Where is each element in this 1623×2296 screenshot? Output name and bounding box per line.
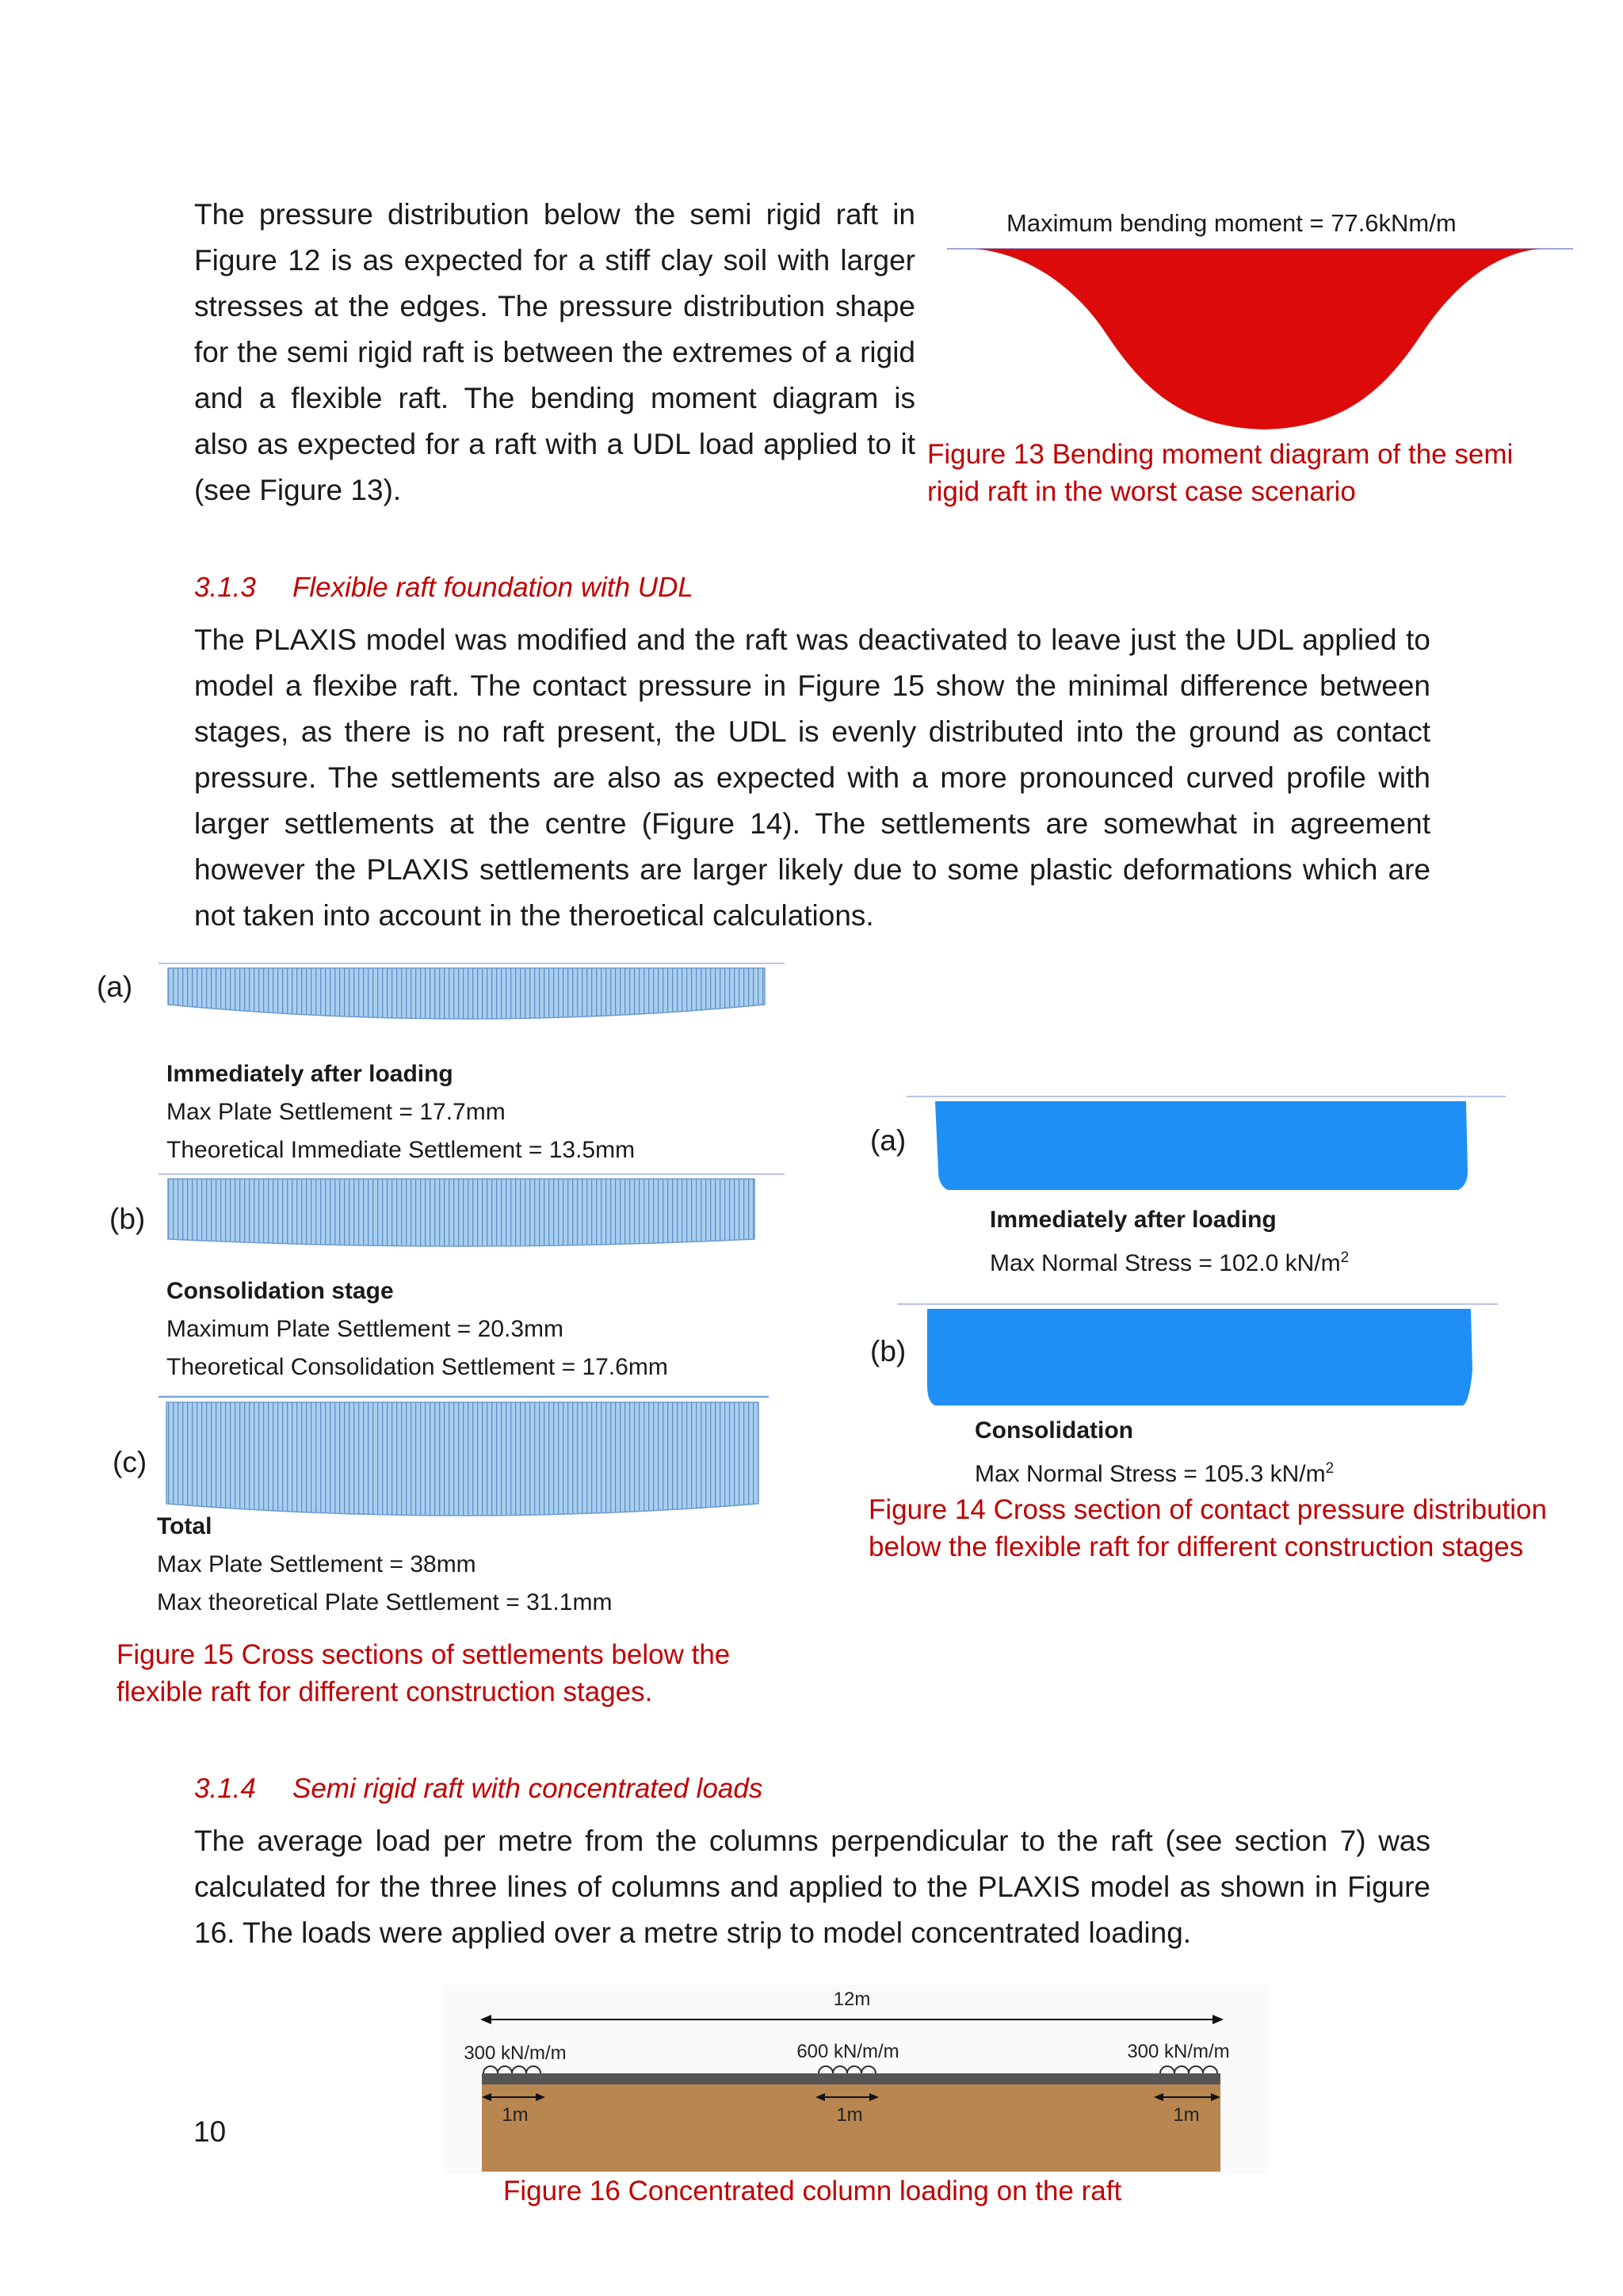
panel-b-line1: Maximum Plate Settlement = 20.3mm (166, 1316, 564, 1342)
section-314-title: Semi rigid raft with concentrated loads (292, 1773, 763, 1804)
figure14-panel-b-labels (975, 1412, 1334, 1493)
section-313-heading (194, 572, 693, 604)
figure16-load-left: 300 kN/m/m (464, 2042, 567, 2064)
figure14-tag-a: (a) (870, 1124, 907, 1157)
figure16-span-label: 12m (833, 1989, 871, 2010)
section-314-heading (194, 1773, 762, 1805)
figure16-strip-right: 1m (1173, 2104, 1200, 2126)
figure16-caption: Figure 16 Concentrated column loading on the raft (503, 2176, 1122, 2206)
panel-a-line2: Theoretical Immediate Settlement = 13.5mm (166, 1137, 636, 1163)
panel-c-line2: Max theoretical Plate Settlement = 31.1mm (157, 1589, 613, 1615)
figure14-panel-a-labels (990, 1201, 1349, 1283)
section-314-number: 3.1.4 (194, 1773, 256, 1804)
figure15-panel-b-plot (158, 1171, 785, 1258)
figure16-load-centre: 600 kN/m/m (796, 2041, 899, 2062)
panel-a-title: Immediately after loading (166, 1061, 453, 1087)
f14-panel-b-title: Consolidation (975, 1417, 1133, 1444)
figure15-panel-c-labels (157, 1508, 612, 1622)
figure13-bending-moment-diagram (947, 238, 1573, 436)
figure15-panel-a-plot (158, 960, 785, 1032)
panel-b-title: Consolidation stage (166, 1278, 394, 1304)
panel-b-line2: Theoretical Consolidation Settlement = 17.6mm (166, 1354, 668, 1380)
section-314-paragraph: The average load per metre from the columns perpendicular to the raft (see section 7) was calculated for the three lines of columns and applied to the PLAXIS model as shown in Figure 16. The loads were applied over a metre strip to model concentrated loading. (194, 1825, 1430, 1949)
f14-panel-a-title: Immediately after loading (990, 1207, 1277, 1233)
figure15-tag-a: (a) (97, 971, 133, 1003)
figure15-tag-b: (b) (109, 1203, 146, 1235)
figure16-diagram (444, 1985, 1268, 2175)
figure14-panel-b-plot (896, 1299, 1514, 1410)
figure16-load-right: 300 kN/m/m (1127, 2041, 1230, 2062)
figure13-label: Maximum bending moment = 77.6kNm/m (1006, 209, 1457, 237)
figure14-panel-a-plot (903, 1092, 1514, 1195)
section-313-number: 3.1.3 (194, 572, 256, 603)
bending-moment-shape (975, 249, 1540, 429)
intro-paragraph: The pressure distribution below the semi rigid raft in Figure 12 is as expected for a stiff clay soil with larger stresses at the edges. The pressure distribution shape for the semi rigid raft is between the extremes of a rigid and a flexible raft. The bending moment diagram is also as expected for a raft with a UDL load applied to it (see Figure 13). (194, 198, 915, 506)
figure16-raft (482, 2073, 1220, 2084)
figure15-caption: Figure 15 Cross sections of settlements below the flexible raft for different construction stages. (116, 1639, 731, 1707)
panel-a-line1: Max Plate Settlement = 17.7mm (166, 1099, 506, 1125)
figure15-panel-b-labels (166, 1272, 668, 1386)
section-313-paragraph: The PLAXIS model was modified and the raft was deactivated to leave just the UDL applied to model a flexibe raft. The contact pressure in Figure 15 show the minimal difference between stages, as there is no raft present, the UDL is evenly distributed into the ground as contact pressure. The settlements are also as expected with a more pronounced curved profile with larger settlements at the centre (Figure 14). The settlements are somewhat in agreement however the PLAXIS settlements are larger likely due to some plastic deformations which are not taken into account in the theroetical calculations. (194, 624, 1430, 932)
figure16-strip-centre: 1m (836, 2104, 863, 2126)
section-313-title: Flexible raft foundation with UDL (292, 572, 693, 603)
figure16-strip-left: 1m (502, 2104, 529, 2126)
figure15-panel-a-labels (166, 1055, 635, 1169)
figure14-tag-b: (b) (870, 1335, 907, 1367)
f14-panel-b-sup: 2 (1325, 1460, 1335, 1477)
f14-panel-a-value: Max Normal Stress = 102.0 kN/m (990, 1250, 1341, 1276)
page-number: 10 (193, 2115, 227, 2148)
panel-c-line1: Max Plate Settlement = 38mm (157, 1551, 476, 1577)
figure13-caption: Figure 13 Bending moment diagram of the semi rigid raft in the worst case scenario (927, 439, 1514, 507)
f14-panel-b-value: Max Normal Stress = 105.3 kN/m (975, 1461, 1326, 1487)
figure14-caption: Figure 14 Cross section of contact pressure distribution below the flexible raft for different construction stages (869, 1494, 1547, 1562)
panel-c-title: Total (157, 1513, 212, 1539)
figure15-tag-c: (c) (113, 1446, 147, 1478)
f14-panel-a-sup: 2 (1340, 1249, 1350, 1266)
